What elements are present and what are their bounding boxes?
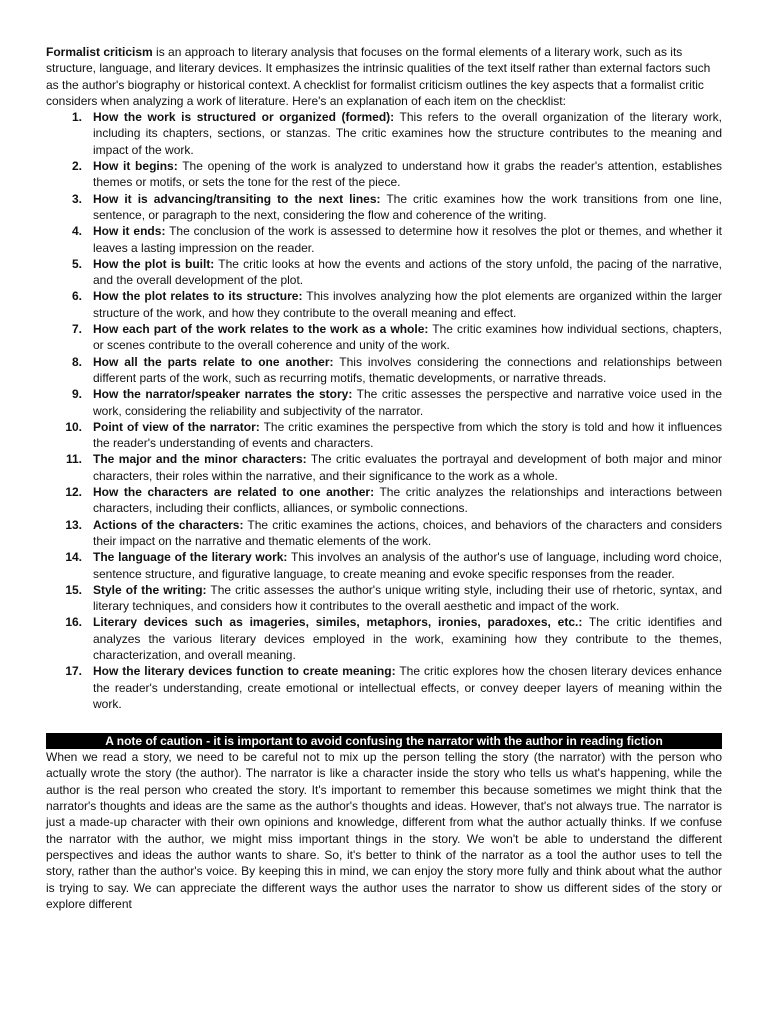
item-term: The major and the minor characters: — [93, 452, 307, 467]
item-number: 14. — [65, 550, 82, 565]
item-term: How the narrator/speaker narrates the story: — [93, 387, 353, 402]
item-number: 15. — [65, 582, 82, 597]
item-description: The critic assesses the author's unique writing style, including their use of rhetoric, syntax, and literary techniques, and considers how it contributes to the overall aesthetic and impact of the work. — [93, 582, 722, 614]
item-number: 17. — [65, 664, 82, 679]
item-description: The critic evaluates the portrayal and development of both major and minor characters, their roles within the narrative, and their significance to the work as a whole. — [93, 452, 722, 483]
item-term: How the literary devices function to create meaning: — [93, 664, 396, 679]
checklist-item-4 — [46, 223, 722, 256]
item-term: How it begins: — [93, 159, 178, 174]
item-number: 6. — [71, 289, 82, 304]
item-number: 7. — [71, 322, 82, 337]
item-number: 12. — [65, 485, 82, 500]
item-number: 3. — [71, 191, 82, 206]
caution-heading: A note of caution - it is important to avoid confusing the narrator with the author in reading fiction — [46, 733, 722, 749]
item-description: This refers to the overall organization of the literary work, including its chapters, sections, or stanzas. The critic examines how the structure contributes to the meaning and impact of the work. — [93, 110, 723, 157]
checklist-item-16 — [46, 614, 722, 663]
checklist-item-2 — [46, 158, 722, 191]
checklist-item-17 — [46, 663, 722, 712]
item-term: How all the parts relate to one another: — [93, 354, 334, 369]
checklist-item-10 — [46, 419, 722, 452]
caution-paragraph: When we read a story, we need to be careful not to mix up the person telling the story (the narrator) with the person who actually wrote the story (the author). The narrator is like a character inside the story who tells us what's happening, while the author is the real person who created the story. It's important to remember this because sometimes we might think that the narrator's thoughts and ideas are the same as the author's thoughts and ideas. However, that's not always true. The narrator is just a made-up character with their own opinions and knowledge, different from what the author actually thinks. If we confuse the narrator with the author, we might miss important things in the story. We won't be able to understand the different perspectives and ideas the author wants to share. So, it's better to think of the narrator as a tool the author uses to tell the story, rather than the author's voice. By keeping this in mind, we can enjoy the story more fully and think about what the author is trying to say. We can appreciate the different ways the author uses the narrator to show us different sides of the story or explore different — [46, 750, 722, 911]
item-number: 4. — [71, 224, 82, 239]
checklist-item-12 — [46, 484, 722, 517]
item-description: This involves considering the connections and relationships between different parts of the work, such as recurring motifs, thematic developments, or narrative threads. — [93, 354, 722, 385]
item-description: This involves an analysis of the author's use of language, including word choice, sentence structure, and figurative language, to create meaning and evoke specific responses from the reader. — [93, 550, 722, 581]
item-description: The critic explores how the chosen literary devices enhance the reader's understanding, create emotional or intellectual effects, or convey deeper layers of meaning within the work. — [93, 664, 722, 711]
item-number: 11. — [65, 452, 82, 467]
item-term: How the plot relates to its structure: — [93, 289, 303, 304]
item-term: How it ends: — [93, 224, 166, 239]
item-number: 13. — [65, 517, 82, 532]
item-description: The critic assesses the perspective and narrative voice used in the work, considering the reliability and subjectivity of the narrator. — [93, 387, 722, 418]
item-number: 10. — [65, 419, 82, 434]
item-description: The critic identifies and analyzes the various literary devices employed in the work, examining how they contribute to the themes, characterization, and overall meaning. — [93, 615, 722, 662]
item-number: 5. — [71, 256, 82, 271]
intro-lead-term: Formalist criticism — [46, 45, 153, 59]
checklist-item-14 — [46, 549, 722, 582]
item-term: Literary devices such as imageries, similes, metaphors, ironies, paradoxes, etc.: — [93, 615, 583, 630]
formalist-checklist — [46, 109, 722, 712]
checklist-item-3 — [46, 191, 722, 224]
item-number: 9. — [71, 387, 82, 402]
item-number: 1. — [71, 110, 82, 125]
checklist-item-11 — [46, 451, 722, 484]
item-term: How the work is structured or organized (formed): — [93, 110, 395, 125]
item-description: The critic examines how the work transitions from one line, sentence, or paragraph to the next, considering the flow and coherence of the writing. — [93, 191, 723, 222]
item-description: The conclusion of the work is assessed to determine how it resolves the plot or themes, and whether it leaves a lasting impression on the reader. — [93, 224, 722, 255]
checklist-item-8 — [46, 354, 722, 387]
item-term: The language of the literary work: — [93, 550, 288, 565]
document-page — [46, 44, 722, 912]
checklist-item-6 — [46, 288, 722, 321]
checklist-item-15 — [46, 582, 722, 615]
checklist-item-5 — [46, 256, 722, 289]
checklist-item-1 — [46, 109, 722, 158]
item-term: Actions of the characters: — [93, 517, 244, 532]
item-term: How the plot is built: — [93, 256, 215, 271]
item-number: 16. — [65, 615, 82, 630]
item-term: Point of view of the narrator: — [93, 419, 260, 434]
checklist-item-13 — [46, 517, 722, 550]
item-description: The critic analyzes the relationships and interactions between characters, including their conflicts, alliances, or symbolic connections. — [93, 485, 723, 516]
checklist-item-7 — [46, 321, 722, 354]
item-number: 8. — [71, 354, 82, 369]
item-description: The critic examines the actions, choices, and behaviors of the characters and considers their impact on the narrative and thematic elements of the work. — [93, 517, 722, 548]
item-description: The critic examines the perspective from which the story is told and how it influences the reader's understanding of events and characters. — [93, 419, 722, 451]
item-description: This involves analyzing how the plot elements are organized within the larger structure of the work, and how they contribute to the overall meaning and effect. — [93, 289, 723, 320]
item-description: The critic looks at how the events and actions of the story unfold, the pacing of the narrative, and the overall development of the plot. — [93, 256, 722, 288]
item-term: How it is advancing/transiting to the next lines: — [93, 191, 381, 206]
item-description: The opening of the work is analyzed to understand how it grabs the reader's attention, establishes themes or motifs, or sets the tone for the rest of the piece. — [93, 159, 722, 190]
intro-text: is an approach to literary analysis that focuses on the formal elements of a literary work, such as its structure, language, and literary devices. It emphasizes the intrinsic qualities of the text itself rather than external factors such as the author's biography or historical context. A checklist for formalist criticism outlines the key aspects that a formalist critic considers when analyzing a work of literature. Here's an explanation of each item on the checklist: — [46, 45, 711, 108]
item-term: How each part of the work relates to the work as a whole: — [93, 322, 429, 337]
intro-paragraph — [46, 44, 722, 109]
item-term: Style of the writing: — [93, 582, 207, 597]
checklist-item-9 — [46, 386, 722, 419]
item-description: The critic examines how individual sections, chapters, or scenes contribute to the overall coherence and unity of the work. — [93, 322, 722, 353]
item-term: How the characters are related to one another: — [93, 485, 375, 500]
item-number: 2. — [71, 159, 82, 174]
